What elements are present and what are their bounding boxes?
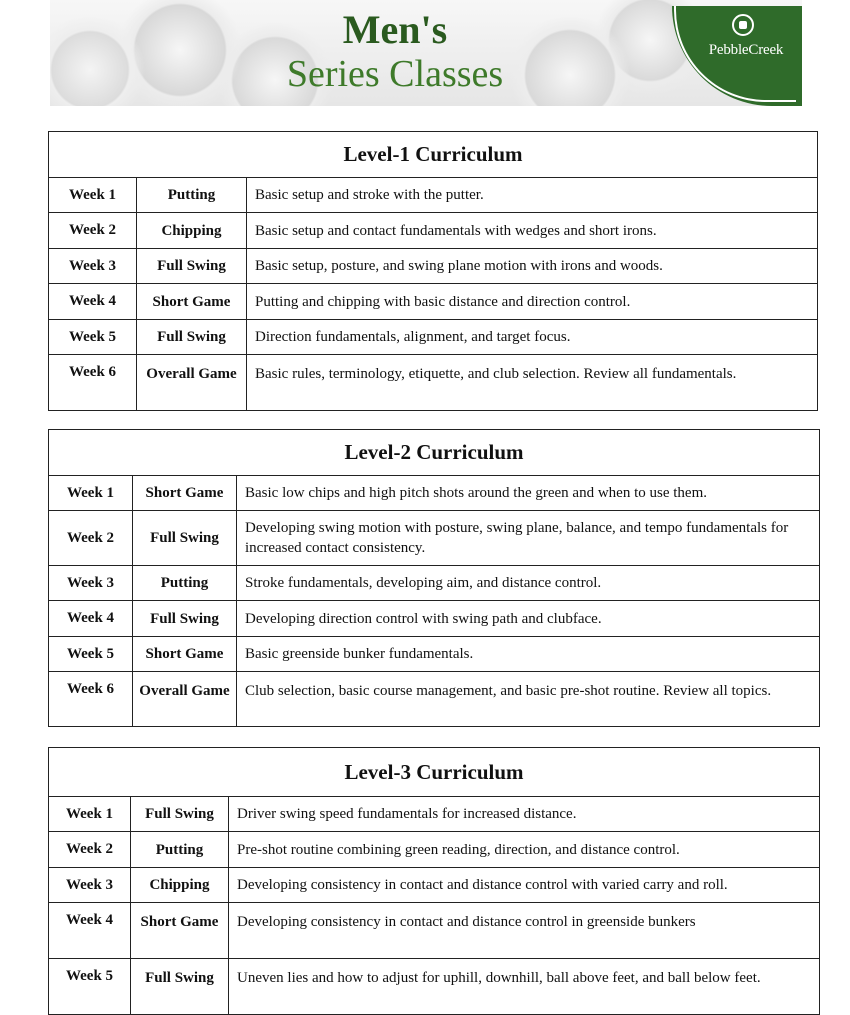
table-row (49, 178, 818, 213)
pebblecreek-emblem-icon (732, 14, 754, 36)
topic-cell: Overall Game (137, 355, 247, 411)
week-cell: Week 5 (49, 637, 133, 672)
description-cell: Basic setup and stroke with the putter. (247, 178, 818, 213)
week-cell: Week 2 (49, 213, 137, 249)
description-cell: Basic setup and contact fundamentals with wedges and short irons. (247, 213, 818, 249)
table-row (49, 959, 820, 1015)
table-row (49, 355, 818, 411)
table-row (49, 320, 818, 355)
topic-cell: Short Game (131, 903, 229, 959)
topic-cell: Full Swing (133, 511, 237, 566)
week-cell: Week 6 (49, 672, 133, 727)
topic-cell: Full Swing (137, 249, 247, 284)
description-cell: Basic rules, terminology, etiquette, and club selection. Review all fundamentals. (247, 355, 818, 411)
week-cell: Week 5 (49, 959, 131, 1015)
logo-text: PebbleCreek (708, 42, 784, 58)
topic-cell: Chipping (137, 213, 247, 249)
description-cell: Driver swing speed fundamentals for increased distance. (229, 797, 820, 832)
description-cell: Putting and chipping with basic distance and direction control. (247, 284, 818, 320)
description-cell: Pre-shot routine combining green reading, direction, and distance control. (229, 832, 820, 868)
description-cell: Developing swing motion with posture, swing plane, balance, and tempo fundamentals for increased contact consistency. (237, 511, 820, 566)
title-block (270, 8, 520, 94)
description-cell: Basic low chips and high pitch shots around the green and when to use them. (237, 476, 820, 511)
topic-cell: Short Game (133, 637, 237, 672)
page-subtitle: Series Classes (286, 53, 504, 95)
topic-cell: Full Swing (137, 320, 247, 355)
description-cell: Basic setup, posture, and swing plane motion with irons and woods. (247, 249, 818, 284)
week-cell: Week 2 (49, 832, 131, 868)
page-header (50, 0, 802, 106)
week-cell: Week 4 (49, 903, 131, 959)
topic-cell: Short Game (133, 476, 237, 511)
table-row (49, 797, 820, 832)
week-cell: Week 3 (49, 868, 131, 903)
week-cell: Week 1 (49, 797, 131, 832)
week-cell: Week 5 (49, 320, 137, 355)
table-row (49, 903, 820, 959)
topic-cell: Putting (131, 832, 229, 868)
topic-cell: Overall Game (133, 672, 237, 727)
description-cell: Uneven lies and how to adjust for uphill, downhill, ball above feet, and ball below feet. (229, 959, 820, 1015)
description-cell: Developing consistency in contact and distance control with varied carry and roll. (229, 868, 820, 903)
topic-cell: Putting (133, 566, 237, 601)
week-cell: Week 6 (49, 355, 137, 411)
topic-cell: Full Swing (131, 797, 229, 832)
description-cell: Club selection, basic course management, and basic pre-shot routine. Review all topics. (237, 672, 820, 727)
table-row (49, 284, 818, 320)
week-cell: Week 4 (49, 284, 137, 320)
description-cell: Developing direction control with swing path and clubface. (237, 601, 820, 637)
pebblecreek-logo (672, 6, 802, 106)
table-row (49, 832, 820, 868)
level-2-table (48, 429, 820, 727)
table-row (49, 249, 818, 284)
level-3-table (48, 747, 820, 1015)
table-row (49, 637, 820, 672)
topic-cell: Full Swing (131, 959, 229, 1015)
week-cell: Week 4 (49, 601, 133, 637)
topic-cell: Full Swing (133, 601, 237, 637)
week-cell: Week 2 (49, 511, 133, 566)
table-row (49, 566, 820, 601)
level-3-title: Level-3 Curriculum (49, 748, 820, 797)
topic-cell: Short Game (137, 284, 247, 320)
topic-cell: Chipping (131, 868, 229, 903)
level-2-title: Level-2 Curriculum (49, 430, 820, 476)
week-cell: Week 1 (49, 476, 133, 511)
table-row (49, 511, 820, 566)
topic-cell: Putting (137, 178, 247, 213)
description-cell: Developing consistency in contact and distance control in greenside bunkers (229, 903, 820, 959)
table-row (49, 213, 818, 249)
table-row (49, 601, 820, 637)
week-cell: Week 3 (49, 566, 133, 601)
week-cell: Week 1 (49, 178, 137, 213)
table-row (49, 672, 820, 727)
table-row (49, 476, 820, 511)
table-row (49, 868, 820, 903)
level-1-title: Level-1 Curriculum (49, 132, 818, 178)
description-cell: Stroke fundamentals, developing aim, and distance control. (237, 566, 820, 601)
level-1-table (48, 131, 818, 411)
page-title: Men's (342, 7, 448, 52)
description-cell: Direction fundamentals, alignment, and target focus. (247, 320, 818, 355)
description-cell: Basic greenside bunker fundamentals. (237, 637, 820, 672)
week-cell: Week 3 (49, 249, 137, 284)
